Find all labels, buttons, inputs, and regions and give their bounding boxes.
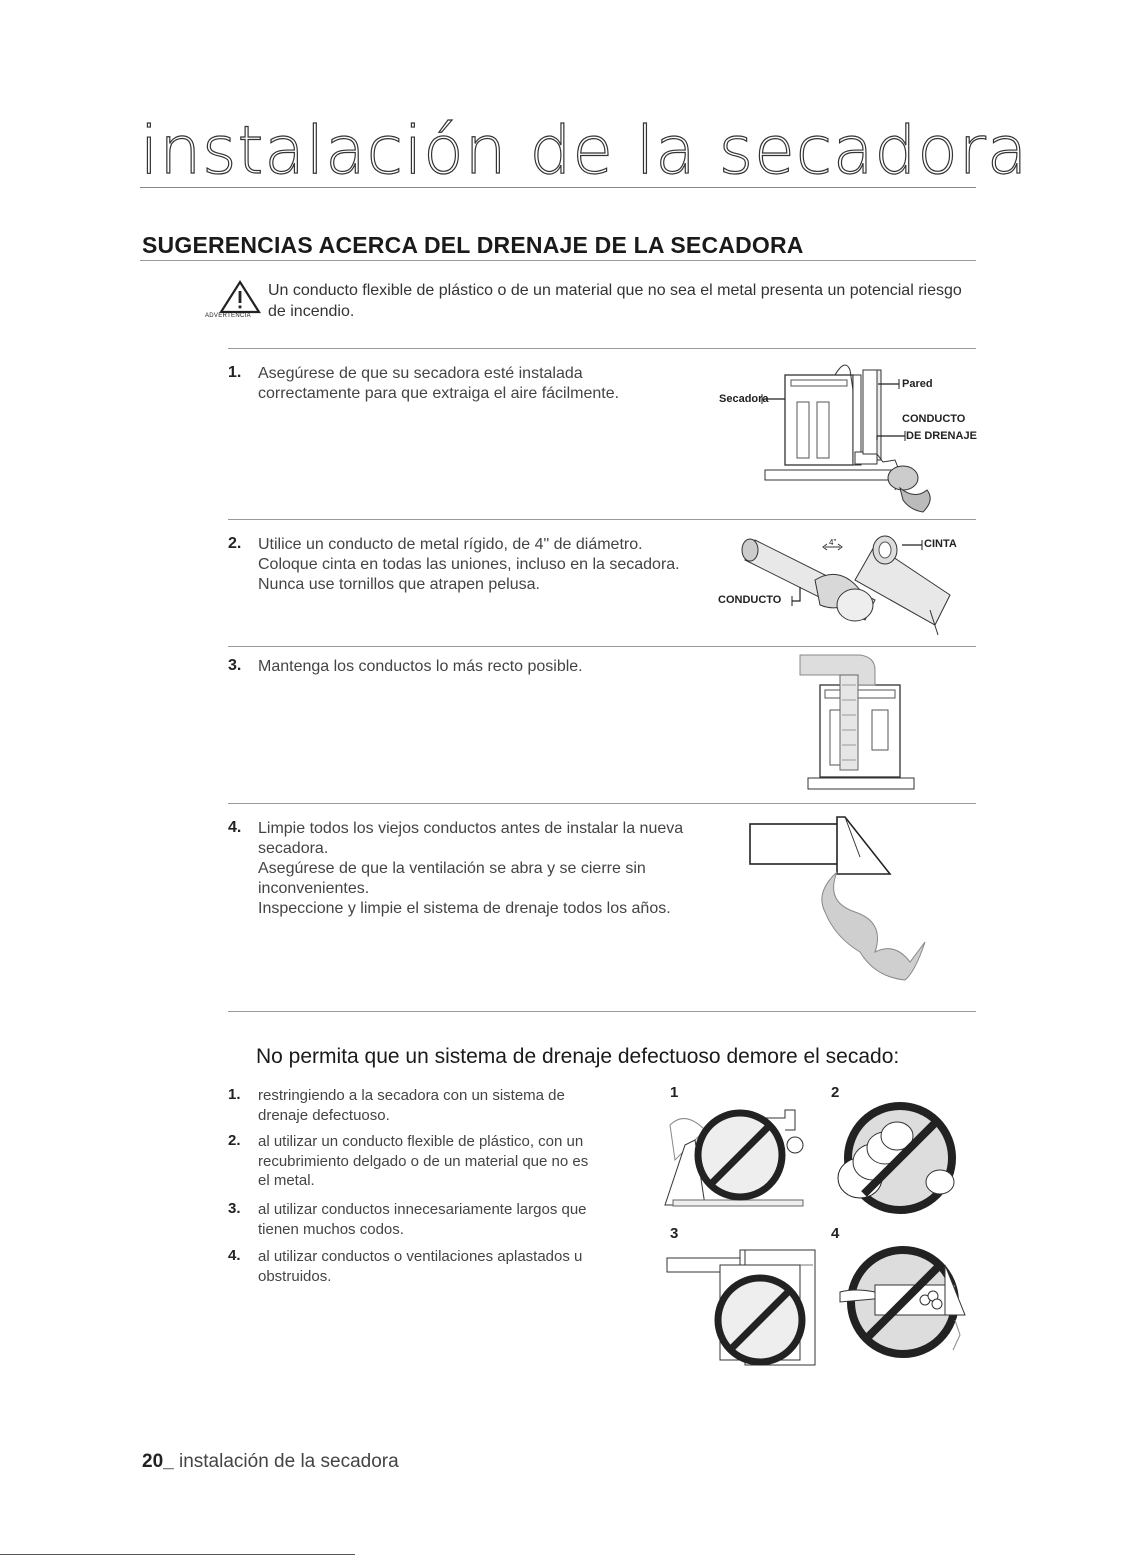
subsection-title: No permita que un sistema de drenaje defectuoso demore el secado: [256, 1045, 900, 1068]
straight-duct-diagram [800, 655, 925, 790]
warning-text-body: Un conducto flexible de plástico o de un material que no sea el metal presenta un potencial riesgo de incendio. [268, 282, 962, 320]
dryer-label: Secadora [719, 393, 769, 405]
cause-1-line: drenaje defectuoso. [258, 1106, 390, 1124]
cause-1-number: 1. [228, 1086, 241, 1103]
section-title: SUGERENCIAS ACERCA DEL DRENAJE DE LA SECADORA [142, 232, 804, 258]
step-4-line: Limpie todos los viejos conductos antes de instalar la nueva [258, 820, 684, 837]
warning-text [268, 280, 983, 322]
page-footer [142, 1451, 399, 1473]
prohibited-long-duct-icon [665, 1240, 825, 1365]
page-number: 20_ [142, 1451, 174, 1472]
cause-3-line: al utilizar conductos innecesariamente largos que [258, 1201, 587, 1218]
figure-number-4: 4 [831, 1225, 840, 1242]
cause-4-number: 4. [228, 1247, 241, 1264]
prohibited-crushed-duct-icon [825, 1240, 980, 1365]
cause-2-line: al utilizar un conducto flexible de plástico, con un [258, 1133, 584, 1150]
figure-number-1: 1 [670, 1084, 679, 1101]
section-rule [140, 260, 976, 261]
bottom-rule [0, 1554, 355, 1555]
prohibited-plastic-duct-icon [825, 1100, 980, 1220]
divider [228, 519, 976, 520]
cause-4-line: al utilizar conductos o ventilaciones aplastados u [258, 1248, 583, 1265]
cause-1-text [258, 1086, 565, 1125]
cause-3-text [258, 1200, 587, 1239]
step-2-line: Nunca use tornillos que atrapen pelusa. [258, 576, 540, 593]
cause-4-line: obstruidos. [258, 1267, 332, 1285]
footer-text: instalación de la secadora [173, 1451, 399, 1472]
cause-3-line: tienen muchos codos. [258, 1220, 404, 1238]
cause-2-line: el metal. [258, 1172, 315, 1189]
cause-2-line: recubrimiento delgado o de un material que no es [258, 1152, 589, 1170]
step-4-line: inconvenientes. [258, 880, 370, 897]
step-4-line: Inspeccione y limpie el sistema de drenaje todos los años. [258, 900, 671, 917]
warning-label: ADVERTENCIA [205, 313, 251, 319]
page-title: instalación de la secadora [140, 112, 1029, 189]
step-3-number: 3. [228, 657, 242, 674]
duct-label-line2: DE DRENAJE [906, 430, 977, 442]
step-2-line: Coloque cinta en todas las uniones, incluso en la secadora. [258, 556, 680, 573]
step-1-line: correctamente para que extraiga el aire fácilmente. [258, 385, 620, 402]
figure-number-3: 3 [670, 1225, 679, 1242]
step-3-line: Mantenga los conductos lo más recto posible. [258, 658, 583, 675]
wall-label: Pared [902, 378, 933, 390]
diameter-label: 4" [829, 538, 837, 547]
cause-4-text [258, 1247, 582, 1286]
step-4-line: secadora. [258, 840, 329, 857]
cause-2-number: 2. [228, 1132, 241, 1149]
step-2-text [258, 535, 680, 595]
step-1-text [258, 364, 619, 404]
duct-label-line1: CONDUCTO [902, 413, 966, 425]
cause-1-line: restringiendo a la secadora con un sistema de [258, 1087, 565, 1104]
step-1-number: 1. [228, 364, 242, 381]
step-4-text [258, 819, 683, 919]
divider [228, 803, 976, 804]
step-2-line: Utilice un conducto de metal rígido, de 4" de diámetro. [258, 536, 643, 553]
vent-cleaning-diagram [745, 812, 950, 980]
warning-icon [218, 280, 262, 316]
step-4-line: Asegúrese de que la ventilación se abra y se cierre sin [258, 860, 646, 877]
divider [228, 646, 976, 647]
title-rule [140, 187, 976, 188]
divider [228, 348, 976, 349]
step-1-line: Asegúrese de que su secadora esté instalada [258, 365, 583, 382]
cause-2-text [258, 1132, 588, 1191]
duct-label: CONDUCTO [718, 594, 782, 606]
divider [228, 1011, 976, 1012]
step-4-number: 4. [228, 819, 242, 836]
figure-number-2: 2 [831, 1084, 840, 1101]
tape-label: CINTA [924, 538, 957, 550]
prohibited-restricted-dryer-icon [665, 1100, 825, 1220]
cause-3-number: 3. [228, 1200, 241, 1217]
step-2-number: 2. [228, 535, 242, 552]
step-3-text [258, 657, 583, 677]
